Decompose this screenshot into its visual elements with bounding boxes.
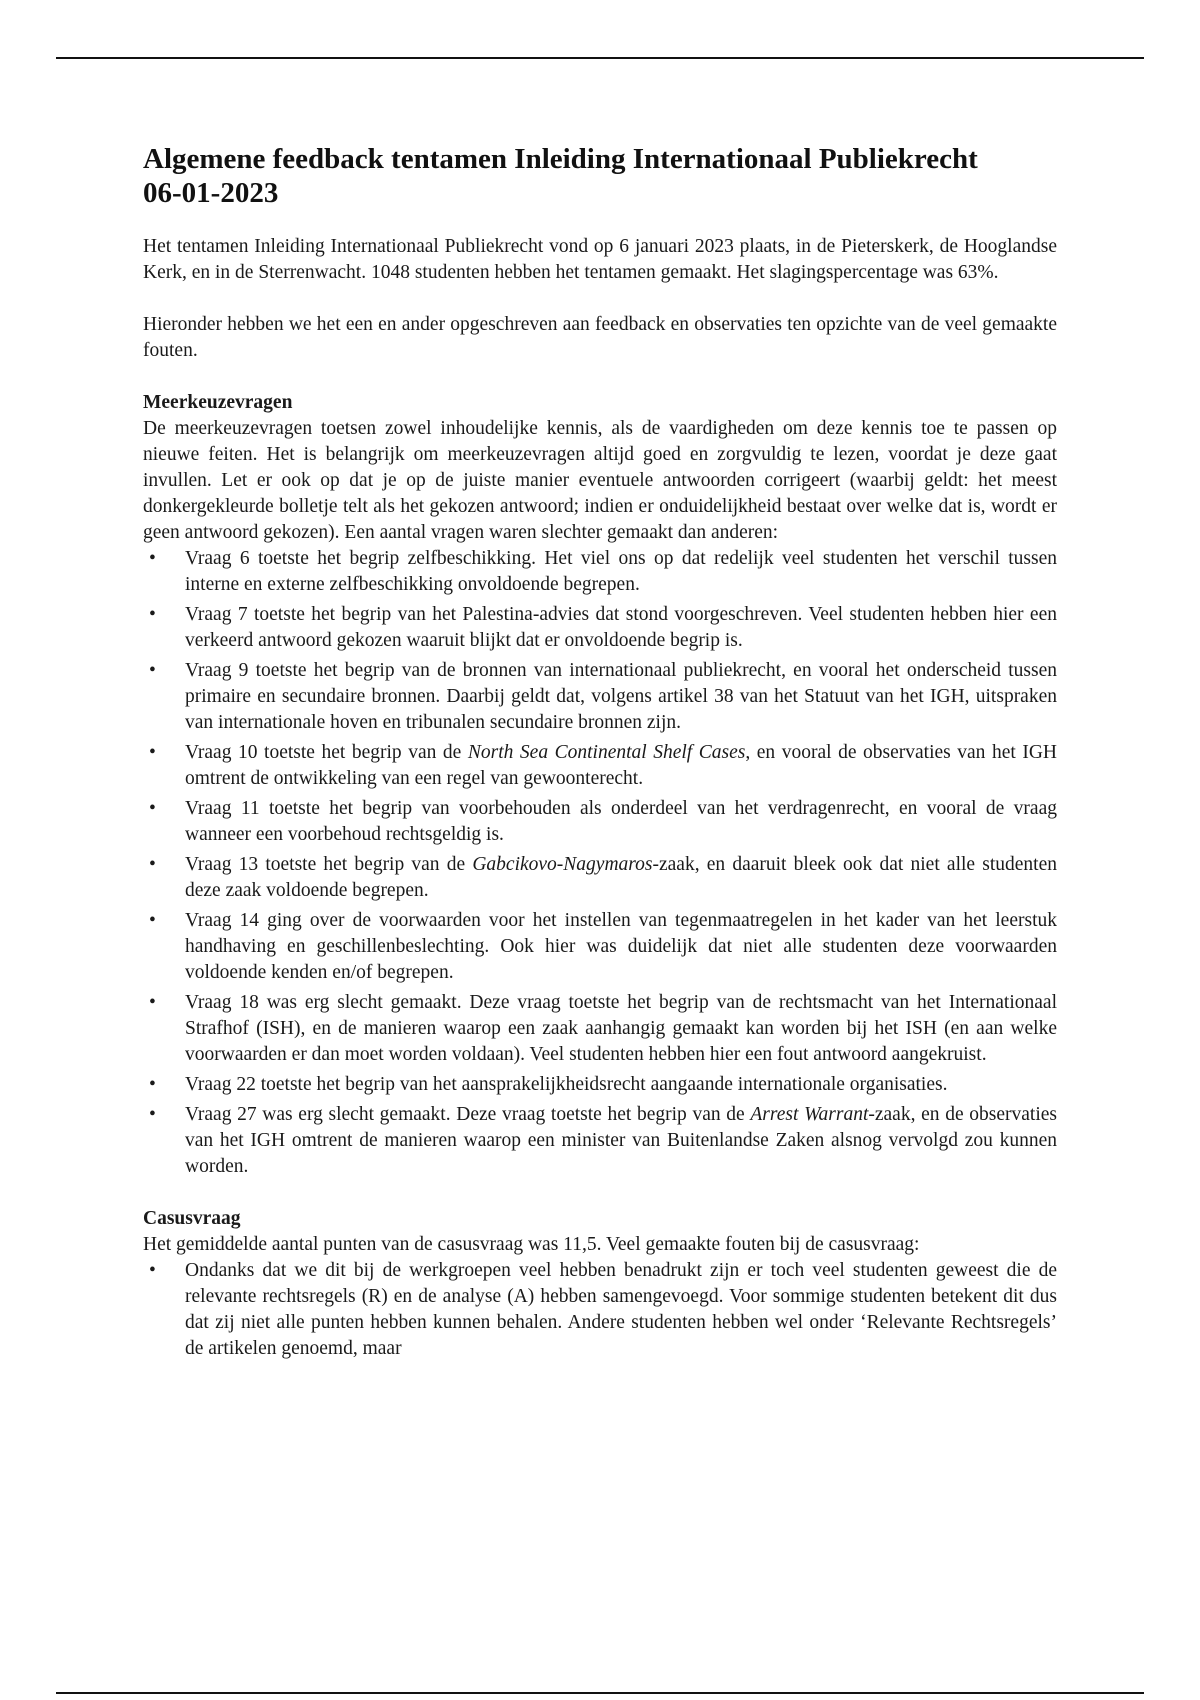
document-page (143, 142, 1057, 1366)
bullet-icon: • (149, 798, 156, 819)
footer-rule (56, 1692, 1144, 1694)
feedback-intro-paragraph: Hieronder hebben we het een en ander opgeschreven aan feedback en observaties ten opzichte van de veel gemaakte fouten. (143, 314, 1057, 361)
bullet-icon: • (149, 1260, 156, 1281)
list-item: • Vraag 14 ging over de voorwaarden voor het instellen van tegenmaatregelen in het kader van het leerstuk handhaving en geschillenbeslechting. Ook hier was duidelijk dat niet alle studenten deze voorwaarden voldoende kenden en/of begrepen. (149, 910, 1057, 983)
list-item: • Vraag 7 toetste het begrip van het Palestina-advies dat stond voorgeschreven. Veel studenten hebben hier een verkeerd antwoord gekozen waaruit blijkt dat er onvoldoende begrip is. (149, 604, 1057, 651)
section-heading-casus: Casusvraag (143, 1208, 241, 1229)
title-line-1: Algemene feedback tentamen Inleiding Internationaal Publiekrecht (143, 143, 978, 175)
intro-paragraph: Het tentamen Inleiding Internationaal Publiekrecht vond op 6 januari 2023 plaats, in de Pieterskerk, de Hooglandse Kerk, en in de Sterrenwacht. 1048 studenten hebben het tentamen gemaakt. Het slagingspercentage was 63%. (143, 236, 1057, 283)
list-item: • Vraag 18 was erg slecht gemaakt. Deze vraag toetste het begrip van de rechtsmacht van het Internationaal Strafhof (ISH), en de manieren waarop een zaak aanhangig gemaakt kan worden bij het ISH (en aan welke voorwaarden er dan moet worden voldaan). Veel studenten hebben hier een fout antwoord aangekruist. (149, 992, 1057, 1065)
meerkeuze-intro: De meerkeuzevragen toetsen zowel inhoudelijke kennis, als de vaardigheden om deze kennis toe te passen op nieuwe feiten. Het is belangrijk om meerkeuzevragen altijd goed en zorgvuldig te lezen, voordat je deze gaat invullen. Let er ook op dat je op de juiste manier eventuele antwoorden corrigeert (waarbij geldt: het meest donkergekleurde bolletje telt als het gekozen antwoord; indien er onduidelijkheid bestaat over welke dat is, wordt er geen antwoord gekozen). Een aantal vragen waren slechter gemaakt dan anderen: (143, 418, 1057, 543)
section-heading-meerkeuze: Meerkeuzevragen (143, 392, 293, 413)
case-name: Arrest Warrant (750, 1104, 869, 1125)
bullet-icon: • (149, 604, 156, 625)
list-item: • Ondanks dat we dit bij de werkgroepen veel hebben benadrukt zijn er toch veel studenten geweest die de relevante rechtsregels (R) en de analyse (A) hebben samengevoegd. Voor sommige studenten betekent dit dus dat zij niet alle punten hebben kunnen behalen. Andere studenten hebben wel onder ‘Relevante Rechtsregels’ de artikelen genoemd, maar (149, 1260, 1057, 1359)
bullet-icon: • (149, 992, 156, 1013)
bullet-icon: • (149, 660, 156, 681)
list-item: • Vraag 22 toetste het begrip van het aansprakelijkheidsrecht aangaande internationale organisaties. (143, 1072, 1057, 1098)
bullet-icon: • (149, 910, 156, 931)
bullet-icon: • (149, 854, 156, 875)
document-title (143, 142, 1057, 210)
casus-list (143, 1258, 1057, 1362)
list-item: • Vraag 6 toetste het begrip zelfbeschikking. Het viel ons op dat redelijk veel studenten het verschil tussen interne en externe zelfbeschikking onvoldoende begrepen. (149, 548, 1057, 595)
list-item: • Vraag 11 toetste het begrip van voorbehouden als onderdeel van het verdragenrecht, en vooral de vraag wanneer een voorbehoud rechtsgeldig is. (149, 798, 1057, 845)
list-item: • Vraag 10 toetste het begrip van de North Sea Continental Shelf Cases, en vooral de observaties van het IGH omtrent de ontwikkeling van een regel van gewoonterecht. (149, 742, 1057, 789)
bullet-icon: • (149, 1104, 156, 1125)
list-item: • Vraag 13 toetste het begrip van de Gabcikovo-Nagymaros-zaak, en daaruit bleek ook dat niet alle studenten deze zaak voldoende begrepen. (149, 854, 1057, 901)
casus-intro: Het gemiddelde aantal punten van de casusvraag was 11,5. Veel gemaakte fouten bij de casusvraag: (143, 1234, 920, 1255)
case-name: Gabcikovo-Nagymaros (472, 854, 653, 875)
list-item: • Vraag 27 was erg slecht gemaakt. Deze vraag toetste het begrip van de Arrest Warrant-zaak, en de observaties van het IGH omtrent de manieren waarop een minister van Buitenlandse Zaken alsnog vervolgd zou kunnen worden. (149, 1104, 1057, 1177)
bullet-icon: • (149, 1074, 156, 1095)
header-rule (56, 57, 1144, 59)
meerkeuze-list (143, 546, 1057, 1180)
title-date: 06-01-2023 (143, 177, 279, 209)
bullet-icon: • (149, 548, 156, 569)
case-name: North Sea Continental Shelf Cases (467, 742, 746, 763)
bullet-icon: • (149, 742, 156, 763)
list-item: • Vraag 9 toetste het begrip van de bronnen van internationaal publiekrecht, en vooral het onderscheid tussen primaire en secundaire bronnen. Daarbij geldt dat, volgens artikel 38 van het Statuut van het IGH, uitspraken van internationale hoven en tribunalen secundaire bronnen zijn. (149, 660, 1057, 733)
